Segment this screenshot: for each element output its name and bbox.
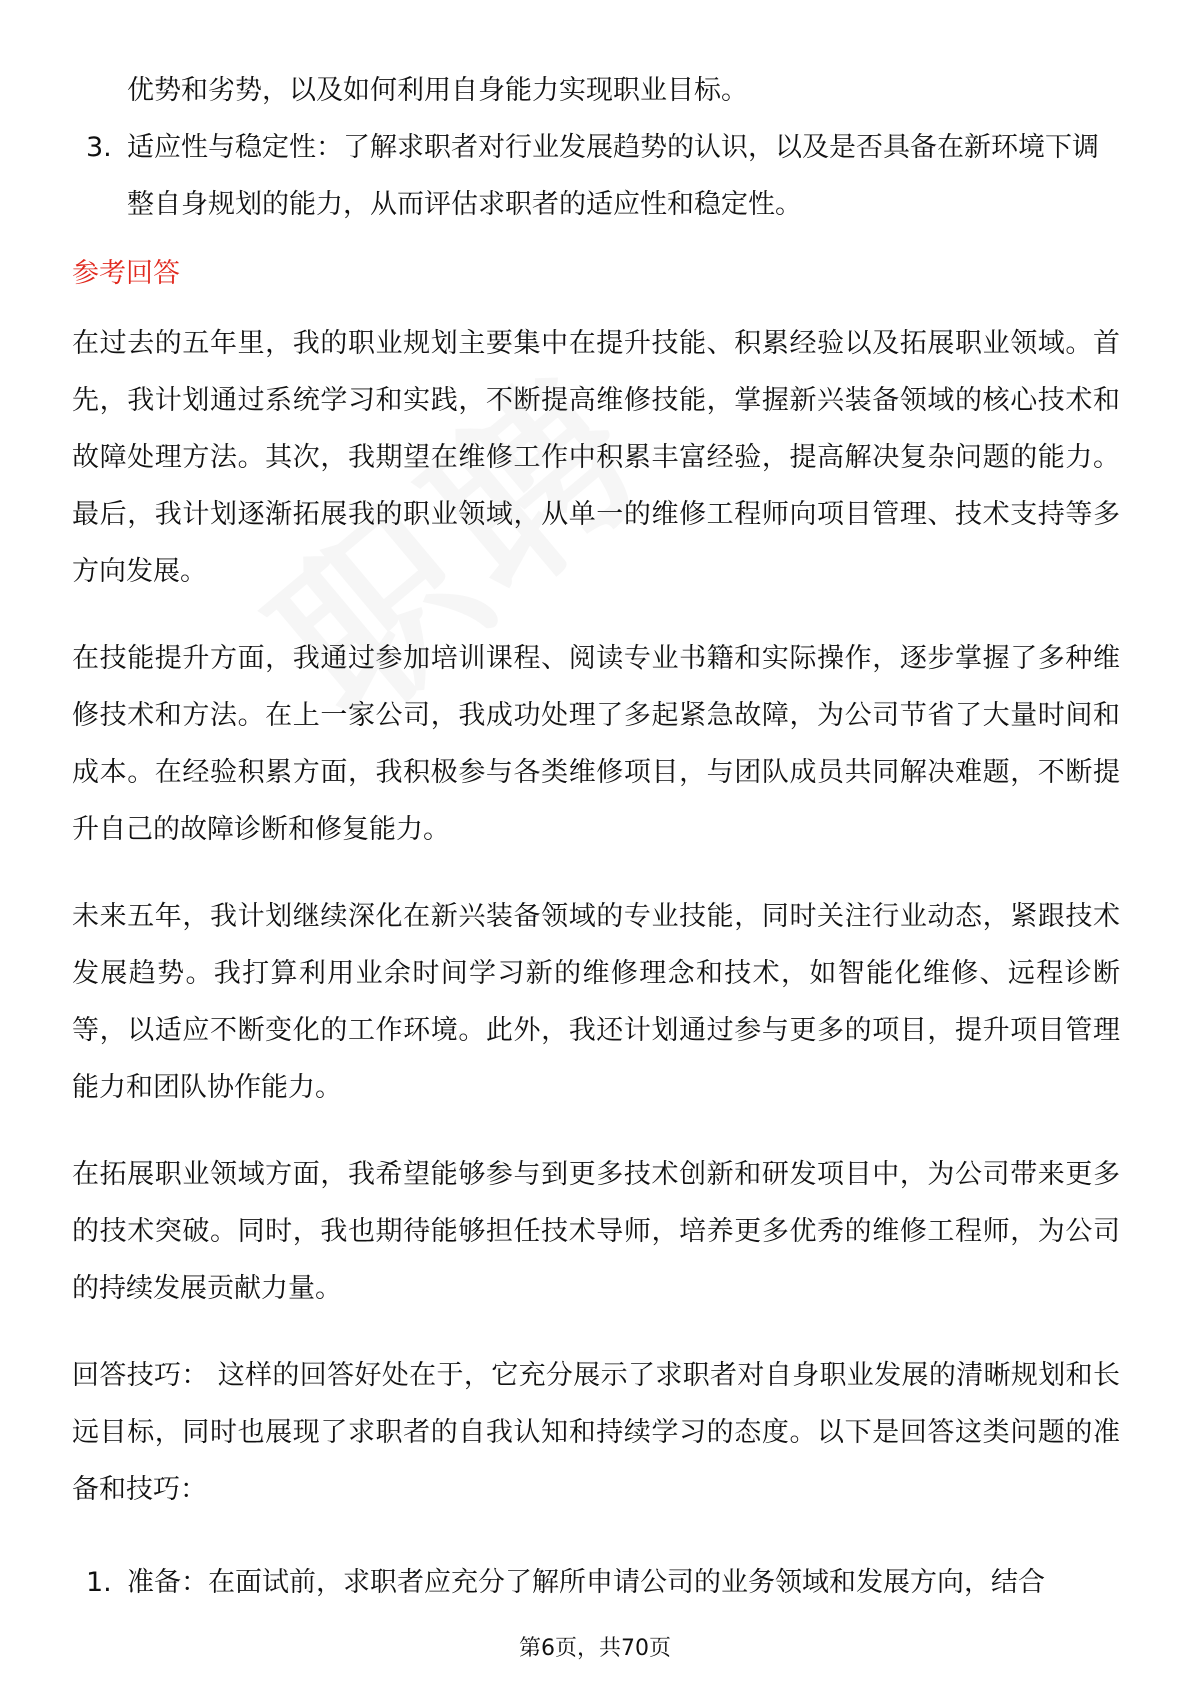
- list-continuation: 优势和劣势，以及如何利用自身能力实现职业目标。: [127, 75, 748, 106]
- list-item-3: [72, 119, 1120, 233]
- list-number: 3.: [86, 132, 112, 163]
- list-text: 适应性与稳定性：了解求职者对行业发展趋势的认识，以及是否具备在新环境下调整自身规划的能力，从而评估求职者的适应性和稳定性。: [127, 132, 1099, 220]
- answer-tips: 回答技巧： 这样的回答好处在于，它充分展示了求职者对自身职业发展的清晰规划和长远目标，同时也展现了求职者的自我认知和持续学习的态度。以下是回答这类问题的准备和技巧：: [72, 1360, 1120, 1505]
- list-number: 1.: [86, 1567, 112, 1598]
- paragraph: 在技能提升方面，我通过参加培训课程、阅读专业书籍和实际操作，逐步掌握了多种维修技术和方法。在上一家公司，我成功处理了多起紧急故障，为公司节省了大量时间和成本。在经验积累方面，我积极参与各类维修项目，与团队成员共同解决难题，不断提升自己的故障诊断和修复能力。: [72, 643, 1120, 845]
- list-item-1: [72, 1554, 1120, 1611]
- page-content: [72, 62, 1120, 1611]
- section-heading: 参考回答: [72, 258, 180, 289]
- paragraph: 在拓展职业领域方面，我希望能够参与到更多技术创新和研发项目中，为公司带来更多的技术突破。同时，我也期待能够担任技术导师，培养更多优秀的维修工程师，为公司的持续发展贡献力量。: [72, 1159, 1120, 1304]
- paragraph: 未来五年，我计划继续深化在新兴装备领域的专业技能，同时关注行业动态，紧跟技术发展趋势。我打算利用业余时间学习新的维修理念和技术，如智能化维修、远程诊断等，以适应不断变化的工作环境。此外，我还计划通过参与更多的项目，提升项目管理能力和团队协作能力。: [72, 901, 1120, 1103]
- paragraph: 在过去的五年里，我的职业规划主要集中在提升技能、积累经验以及拓展职业领域。首先，我计划通过系统学习和实践，不断提高维修技能，掌握新兴装备领域的核心技术和故障处理方法。其次，我期望在维修工作中积累丰富经验，提高解决复杂问题的能力。最后，我计划逐渐拓展我的职业领域，从单一的维修工程师向项目管理、技术支持等多方向发展。: [72, 328, 1120, 587]
- page-number: 第6页，共70页: [519, 1636, 671, 1661]
- list-text: 准备：在面试前，求职者应充分了解所申请公司的业务领域和发展方向，结合: [127, 1567, 1045, 1598]
